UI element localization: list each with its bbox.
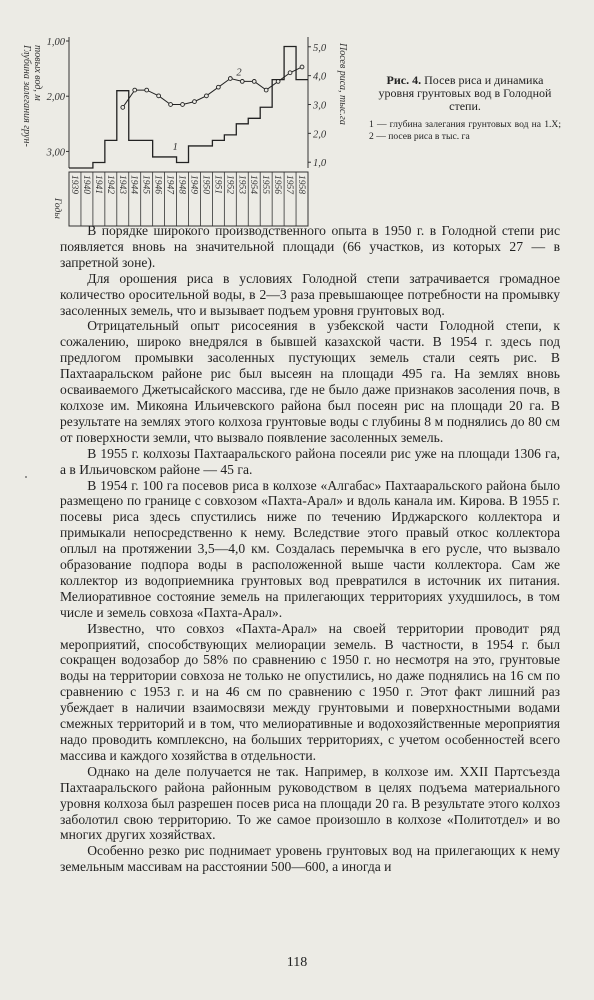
series-2-point xyxy=(169,103,173,107)
right-tick-label: 2,0 xyxy=(313,129,327,141)
left-axis-title: Глубина залегания грун- xyxy=(21,45,32,147)
right-tick-label: 1,0 xyxy=(313,158,327,170)
left-tick-label: 2,00 xyxy=(46,92,65,104)
paragraph: В 1954 г. 100 га посевов риса в колхозе «Алгабас» Пахтааральского района было размещено по границе с совхозом «Пахта-Арал» и вдоль канала им. Кирова. В 1955 г. посевы риса здесь спустились ниже по течению Ирджарского коллектора и примыкали непосредственно к нему. Вследствие этого правый откос коллектора оплыл на протяжении 3,5—4,0 км. Создалась перемычка в его русле, что вызвало образование подпора воды в расположенной выше части коллектора. Сам же коллектор из водоприемника грунтовых вод превратился в источник их питания. Мелиоративное состояние земель на прилегающих территориях ухудшилось, в том числе и земель совхоза «Пахта-Арал». xyxy=(60,477,560,620)
series-2-point xyxy=(228,77,232,81)
series-1-label: 1 xyxy=(172,142,178,154)
year-label: 1955 xyxy=(260,175,271,194)
paragraph: Известно, что совхоз «Пахта-Арал» на своей территории проводит ряд мероприятий, способствующих мелиорации земель. В частности, в 1954 г. был сокращен водозабор до 58% по сравнению с 1950 г. но несмотря на это, грунтовые воды на территории совхоза не только не опустились, но даже поднялись на 16 см по сравнению с 1953 г. и на 46 см по сравнению с 1950 г. Этот факт лишний раз убеждает в наличии взаимосвязи между грунтовыми и поверхностными водами смежных территорий и в том, что мелиоративные и водохозяйственные мероприятия надо проводить комплексно, на больших территориях, с учетом особенностей всего массива и каждого хозяйства в отдельности. xyxy=(60,620,560,763)
year-label: 1939 xyxy=(68,175,79,194)
body-text xyxy=(60,223,560,875)
right-tick-label: 3,0 xyxy=(313,100,327,112)
caption-text: Посев риса и динамика уровня грунтовых вод в Голодной степи. xyxy=(378,73,552,113)
series-2-point xyxy=(240,80,244,84)
year-label: 1957 xyxy=(284,175,295,194)
margin-mark xyxy=(25,476,27,478)
year-label: 1952 xyxy=(224,175,235,194)
page-number: 118 xyxy=(286,955,308,970)
series-1-line xyxy=(69,47,308,168)
paragraph: Особенно резко рис поднимает уровень грунтовых вод на прилегающих к нему земельным массивам на расстоянии 500—600, а иногда и xyxy=(60,843,560,875)
series-2-point xyxy=(216,85,220,89)
year-label: 1948 xyxy=(176,175,187,194)
series-2-point xyxy=(145,88,149,92)
year-label: 1950 xyxy=(200,175,211,194)
year-label: 1945 xyxy=(140,175,151,194)
figure-caption xyxy=(369,74,561,143)
caption-body xyxy=(369,74,561,113)
series-2-point xyxy=(133,88,137,92)
series-2-point xyxy=(193,100,197,104)
paragraph: Однако на деле получается не так. Например, в колхозе им. XXII Партсъезда Пахтааральского района районным руководством в целях подъема материального уровня колхоза был разрешен посев риса на площади 20 га. В результате этого колхоз заболотил свою территорию. То же самое произошло в колхозе «Политотдел» и во многих других хозяйствах. xyxy=(60,763,560,843)
series-2-point xyxy=(276,80,280,84)
series-2-point xyxy=(264,88,268,92)
year-label: 1944 xyxy=(128,175,139,194)
year-label: 1943 xyxy=(116,175,127,194)
series-2-point xyxy=(157,94,161,98)
right-tick-label: 5,0 xyxy=(313,42,327,54)
year-label: 1942 xyxy=(104,175,115,194)
figure-chart xyxy=(21,28,348,228)
left-tick-label: 1,00 xyxy=(46,37,65,48)
paragraph: Для орошения риса в условиях Голодной степи затрачивается громадное количество оросительной воды, в 2—3 раза превышающее потребности на промывку засоленных земель, что и вызывает подъем уровня грунтовых вод. xyxy=(60,270,560,318)
series-2-point xyxy=(300,65,304,69)
paragraph: В порядке широкого производственного опыта в 1950 г. в Голодной степи рис появляется вновь на значительной площади (66 участков, из которых 27 — в запретной зоне). xyxy=(60,223,560,270)
year-label: 1953 xyxy=(236,175,247,194)
series-2-label: 2 xyxy=(236,67,242,79)
year-label: 1956 xyxy=(272,175,283,194)
year-label: 1947 xyxy=(164,175,175,194)
paragraph: Отрицательный опыт рисосеяния в узбекской части Голодной степи, к сожалению, широко внедрялся в бывшей казахской части. В 1954 г. здесь под предлогом промывки засоленных пустующих земель стали сеять рис. В Пахтааральском районе рис был высеян на площади 495 га. На землях вновь осваиваемого Джетысайского массива, где не было даже признаков засоления почв, в колхозе им. Микояна Ильичевского района был посеян рис на площади 20 га. В результате на землях этого колхоза грунтовые воды с глубины 8 м поднялись до 80 см от поверхности земли, что вызвало появление засоленных земель. xyxy=(60,318,560,445)
series-2-line xyxy=(123,67,302,107)
year-label: 1941 xyxy=(92,175,103,194)
year-label: 1949 xyxy=(188,175,199,194)
series-2-point xyxy=(288,71,292,75)
left-tick-label: 3,00 xyxy=(46,147,65,159)
left-axis-title: товых вод, м xyxy=(32,45,43,101)
year-label: 1946 xyxy=(152,175,163,194)
series-2-point xyxy=(252,80,256,84)
chart-svg xyxy=(21,28,348,228)
caption-title: Рис. 4. xyxy=(386,73,422,87)
year-label: 1940 xyxy=(80,175,91,194)
year-label: 1954 xyxy=(248,175,259,194)
series-2-point xyxy=(121,105,125,109)
years-title: Годы xyxy=(52,198,62,219)
right-tick-label: 4,0 xyxy=(313,71,327,83)
year-label: 1951 xyxy=(212,175,223,194)
right-axis-title: Посев риса, тыс.га xyxy=(337,43,348,125)
series-2-point xyxy=(205,94,209,98)
year-label: 1958 xyxy=(296,175,307,194)
series-2-point xyxy=(181,103,185,107)
caption-legend: 1 — глубина залегания грунтовых вод на 1.X; 2 — посев риса в тыс. га xyxy=(369,119,561,142)
paragraph: В 1955 г. колхозы Пахтааральского района посеяли рис уже на площади 1306 га, а в Ильичовском районе — 45 га. xyxy=(60,445,560,477)
